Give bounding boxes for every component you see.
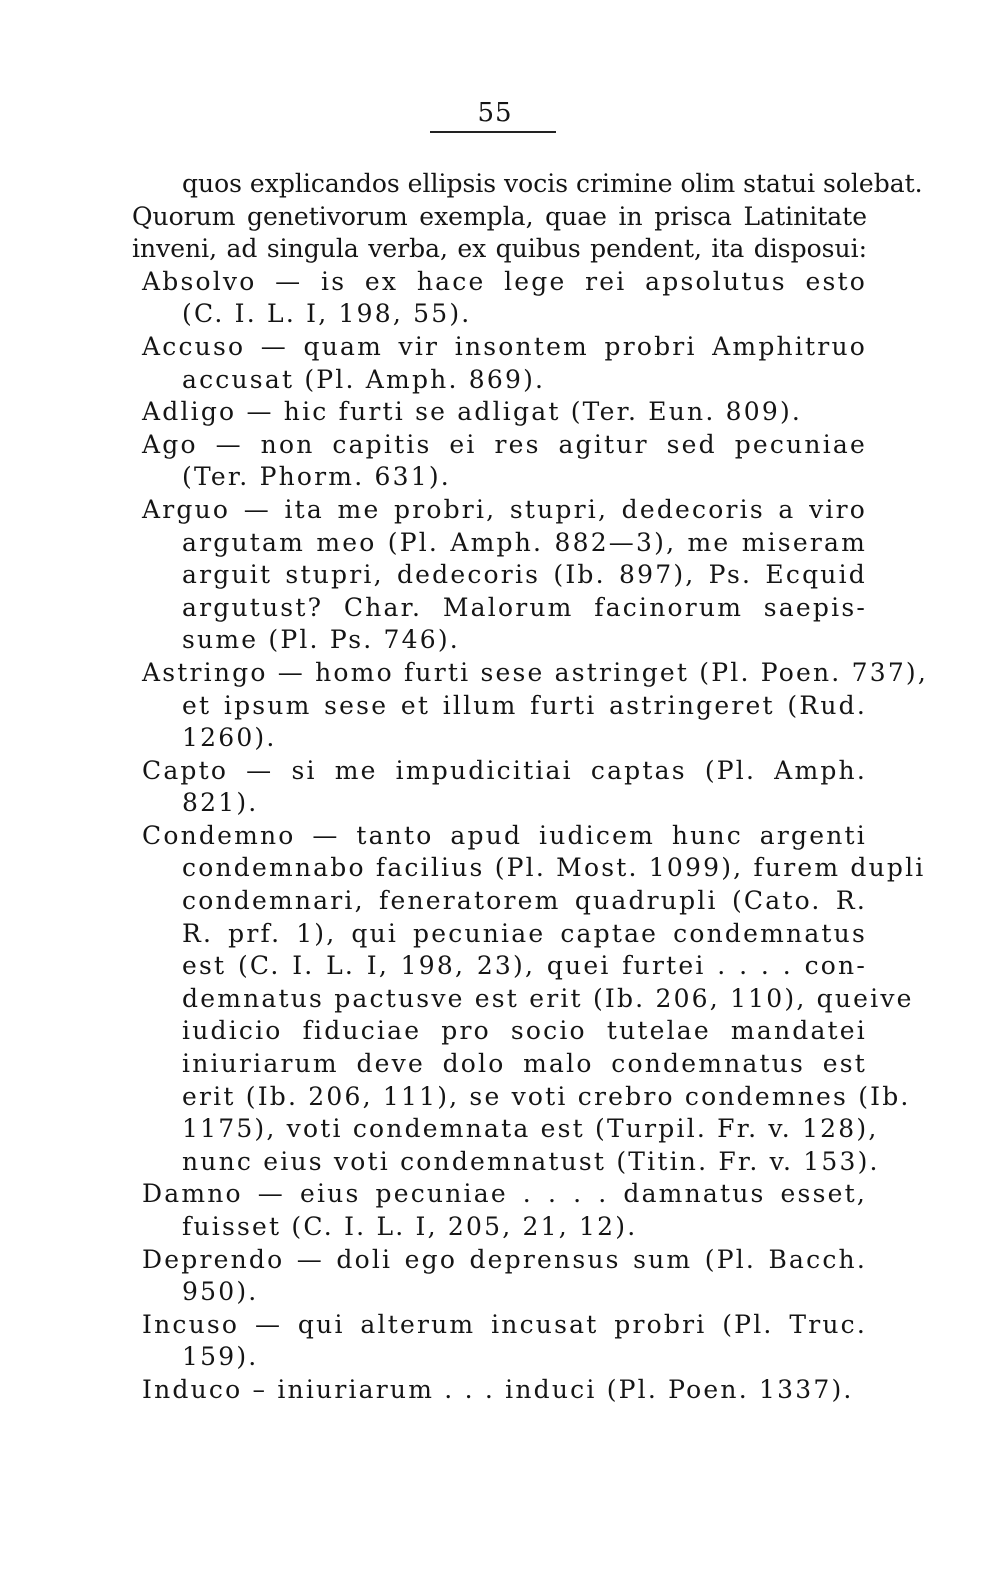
text-line: Condemno — tanto apud iudicem hunc argenti <box>142 820 867 850</box>
text-line: (C. I. L. I, 198, 55). <box>182 299 472 329</box>
text-line: Incuso — qui alterum incusat probri (Pl. Truc. <box>142 1309 867 1339</box>
text-line: fuisset (C. I. L. I, 205, 21, 12). <box>182 1212 638 1241</box>
text-line: accusat (Pl. Amph. 869). <box>182 364 546 394</box>
text-line: Damno — eius pecuniae . . . . damnatus esset, <box>142 1179 867 1209</box>
text-line: Absolvo — is ex hace lege rei apsolutus esto <box>142 266 867 296</box>
text-line: erit (Ib. 206, 111), se voti crebro condemnes (Ib. <box>182 1081 911 1111</box>
text-line: Capto — si me impudicitiai captas (Pl. Amph. <box>142 755 867 785</box>
text-line: Ago — non capitis ei res agitur sed pecuniae <box>142 429 867 459</box>
text-line: est (C. I. L. I, 198, 23), quei furtei . . . . con- <box>182 951 867 981</box>
text-line: Arguo — ita me probri, stupri, dedecoris a viro <box>142 494 867 524</box>
text-line: 1175), voti condemnata est (Turpil. Fr. v. 128), <box>182 1114 879 1144</box>
body-text <box>132 168 929 1407</box>
text-line: arguit stupri, dedecoris (Ib. 897), Ps. Ecquid <box>182 560 867 590</box>
text-line: sume (Pl. Ps. 746). <box>182 625 460 655</box>
text-line: R. prf. 1), qui pecuniae captae condemnatus <box>182 918 867 948</box>
text-line: Quorum genetivorum exempla, quae in prisca Latinitate <box>132 201 867 231</box>
text-line: 821). <box>182 788 259 818</box>
text-line: 950). <box>182 1277 259 1307</box>
text-line: iniuriarum deve dolo malo condemnatus est <box>182 1049 867 1079</box>
text-line: Astringo — homo furti sese astringet (Pl. Poen. 737), <box>142 657 929 687</box>
text-line: Accuso — quam vir insontem probri Amphitruo <box>142 331 867 361</box>
text-line: quos explicandos ellipsis vocis crimine olim statui solebat. <box>182 169 923 198</box>
page-number-rule <box>430 131 556 133</box>
text-line: argutust? Char. Malorum facinorum saepis- <box>182 592 867 622</box>
text-line: 159). <box>182 1342 259 1372</box>
text-line: argutam meo (Pl. Amph. 882—3), me miseram <box>182 527 867 557</box>
text-line: nunc eius voti condemnatust (Titin. Fr. v. 153). <box>182 1146 880 1176</box>
text-line: condemnari, feneratorem quadrupli (Cato. R. <box>182 886 867 916</box>
text-line: 1260). <box>182 723 277 753</box>
text-line: iudicio fiduciae pro socio tutelae mandatei <box>182 1016 867 1046</box>
text-line: inveni, ad singula verba, ex quibus pendent, ita disposui: <box>132 234 867 264</box>
text-line: Induco – iniuriarum . . . induci (Pl. Poen. 1337). <box>142 1374 854 1404</box>
text-line: Adligo — hic furti se adligat (Ter. Eun. 809). <box>142 397 803 427</box>
text-line: (Ter. Phorm. 631). <box>182 462 451 492</box>
text-line: Deprendo — doli ego deprensus sum (Pl. Bacch. <box>142 1244 867 1274</box>
text-line: demnatus pactusve est erit (Ib. 206, 110), queive <box>182 983 914 1013</box>
text-line: condemnabo facilius (Pl. Most. 1099), furem dupli <box>182 853 926 883</box>
text-line: et ipsum sese et illum furti astringeret (Rud. <box>182 690 867 720</box>
page-number: 55 <box>477 98 513 128</box>
